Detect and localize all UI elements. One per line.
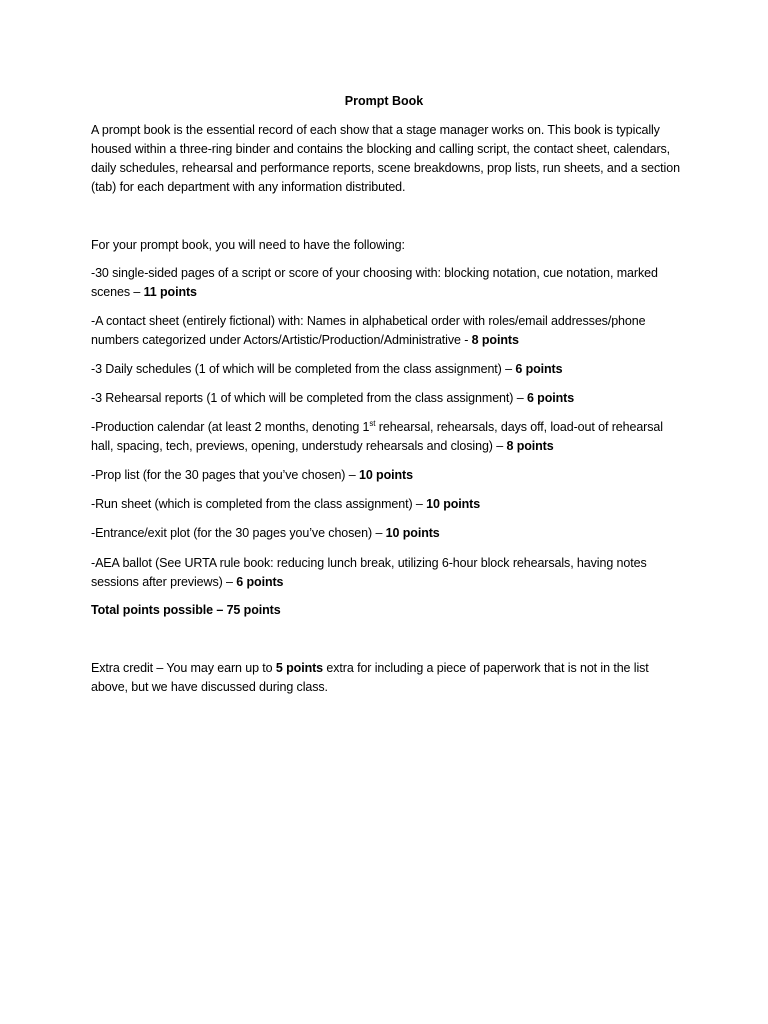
requirement-item-contact-sheet: -A contact sheet (entirely fictional) with: Names in alphabetical order with roles/email addresses/phone numbers categorized under Actors/Artistic/Production/Administrative - 8 points (91, 314, 646, 347)
points-value: 10 points (385, 526, 440, 540)
extra-credit-paragraph: Extra credit – You may earn up to 5 points extra for including a piece of paperwork that is not in the list above, but we have discussed during class. (91, 661, 649, 694)
requirement-item-aea-ballot: -AEA ballot (See URTA rule book: reducing lunch break, utilizing 6-hour block rehearsals, having notes sessions after previews) – 6 points (91, 556, 647, 589)
requirement-item-daily-schedules: -3 Daily schedules (1 of which will be completed from the class assignment) – 6 points (91, 362, 563, 376)
points-value: 6 points (515, 362, 563, 376)
requirement-item-production-calendar: -Production calendar (at least 2 months, denoting 1st rehearsal, rehearsals, days off, load-out of rehearsal hall, spacing, tech, previews, opening, understudy rehearsals and closing) – 8 points (91, 418, 663, 453)
points-value: 6 points (526, 391, 575, 405)
requirement-item-script: -30 single-sided pages of a script or score of your choosing with: blocking notation, cue notation, marked scenes – 11 points (91, 266, 658, 299)
points-value: 5 points (275, 661, 324, 675)
points-value: 8 points (506, 439, 554, 453)
points-value: 8 points (471, 333, 519, 347)
total-points: Total points possible – 75 points (91, 603, 281, 617)
requirement-item-entrance-exit-plot: -Entrance/exit plot (for the 30 pages you’ve chosen) – 10 points (91, 526, 440, 540)
requirement-item-run-sheet: -Run sheet (which is completed from the class assignment) – 10 points (91, 497, 481, 511)
intro-paragraph: A prompt book is the essential record of each show that a stage manager works on. This book is typically housed within a three-ring binder and contains the blocking and calling script, the contact sheet, calendars, daily schedules, rehearsal and performance reports, scene breakdowns, prop lists, run sheets, and a section (tab) for each department with any information distributed. (91, 123, 680, 194)
points-value: 10 points (358, 468, 413, 482)
points-value: 6 points (236, 575, 284, 589)
points-value: 11 points (143, 285, 197, 299)
ordinal-superscript: st (369, 418, 376, 428)
requirements-lead: For your prompt book, you will need to have the following: (91, 238, 405, 252)
requirement-item-prop-list: -Prop list (for the 30 pages that you’ve chosen) – 10 points (91, 468, 413, 482)
document-title: Prompt Book (344, 94, 424, 108)
requirement-item-rehearsal-reports: -3 Rehearsal reports (1 of which will be completed from the class assignment) – 6 points (91, 391, 575, 405)
points-value: 10 points (426, 497, 481, 511)
